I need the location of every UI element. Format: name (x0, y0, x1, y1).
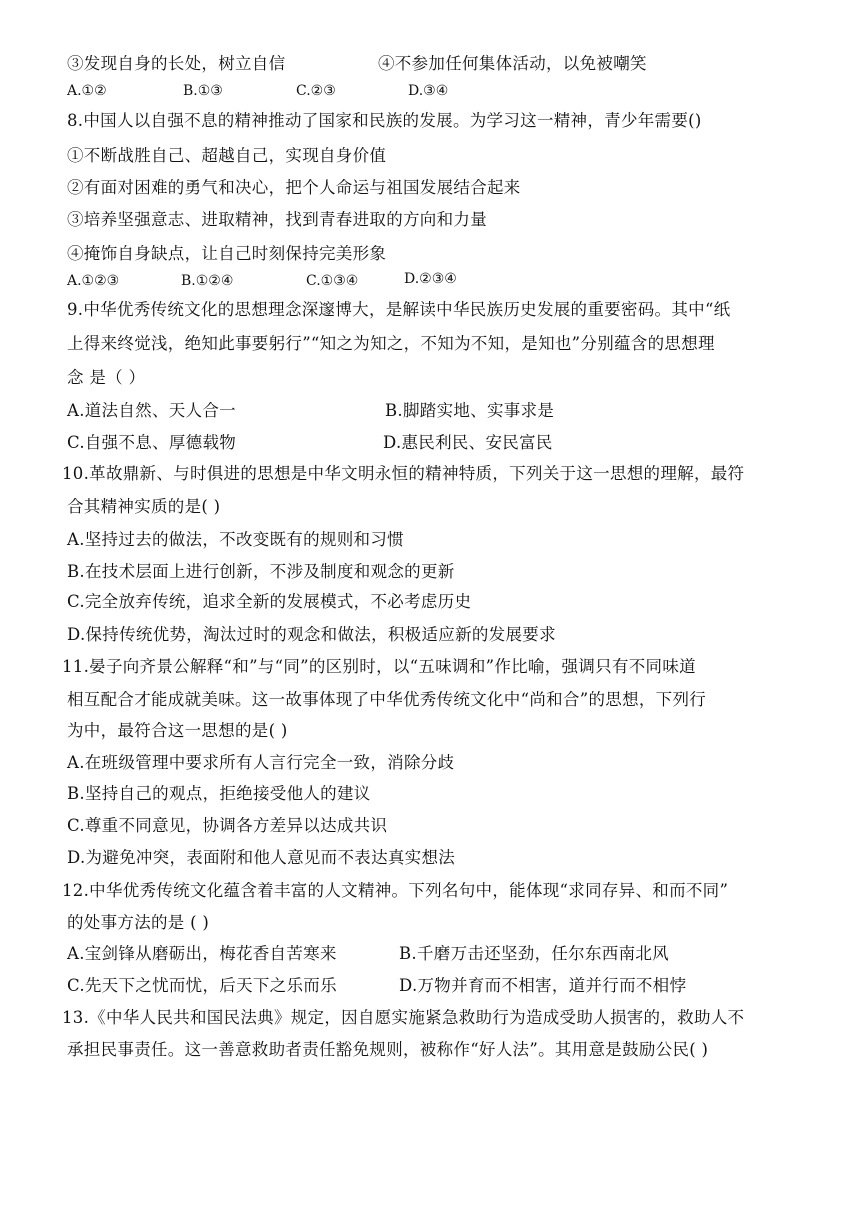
q11-option-a: A.在班级管理中要求所有人言行完全一致，消除分歧 (67, 753, 455, 772)
q13-stem-line-1: 13.《中华人民共和国民法典》规定，因自愿实施紧急救助行为造成受助人损害的，救助人不 (62, 1008, 745, 1027)
q8-item-1: ①不断战胜自己、超越自己，实现自身价值 (67, 146, 387, 165)
q12-stem-line-1: 12.中华优秀传统文化蕴含着丰富的人文精神。下列名句中，能体现“求同存异、和而不同” (62, 881, 729, 900)
q13-stem-line-2: 承担民事责任。这一善意救助者责任豁免规则，被称作“好人法”。其用意是鼓励公民( ) (67, 1040, 709, 1059)
q7-item-3: ③发现自身的长处，树立自信 (67, 54, 286, 73)
q8-item-4: ④掩饰自身缺点，让自己时刻保持完美形象 (67, 244, 387, 263)
q10-stem-line-2: 合其精神实质的是( ) (67, 497, 221, 516)
q8-option-c: C.①③④ (306, 273, 359, 289)
q10-option-c: C.完全放弃传统，追求全新的发展模式，不必考虑历史 (67, 592, 472, 611)
q11-stem-line-3: 为中，最符合这一思想的是( ) (67, 721, 288, 740)
q7-item-4: ④不参加任何集体活动，以免被嘲笑 (378, 54, 647, 73)
q11-stem-line-2: 相互配合才能成就美味。这一故事体现了中华优秀传统文化中“尚和合”的思想，下列行 (67, 690, 707, 709)
q9-option-a: A.道法自然、天人合一 (67, 401, 236, 420)
q9-option-b: B.脚踏实地、实事求是 (385, 401, 555, 420)
q7-option-a: A.①② (67, 83, 107, 99)
q12-stem-line-2: 的处事方法的是 ( ) (67, 913, 210, 932)
q8-item-2: ②有面对困难的勇气和决心，把个人命运与祖国发展结合起来 (67, 178, 521, 197)
q9-option-d: D.惠民利民、安民富民 (383, 433, 553, 452)
q7-option-b: B.①③ (183, 83, 223, 99)
q8-option-a: A.①②③ (67, 273, 120, 289)
q12-option-b: B.千磨万击还坚劲，任尔东西南北风 (399, 944, 669, 963)
q8-option-b: B.①②④ (181, 273, 234, 289)
q11-stem-line-1: 11.晏子向齐景公解释“和”与“同”的区别时，以“五味调和”作比喻，强调只有不同味道 (62, 657, 696, 676)
q10-option-b: B.在技术层面上进行创新，不涉及制度和观念的更新 (67, 562, 455, 581)
q9-option-c: C.自强不息、厚德载物 (67, 433, 237, 452)
q7-option-d: D.③④ (408, 83, 449, 99)
q8-option-d: D.②③④ (404, 271, 457, 287)
q8-stem: 8.中国人以自强不息的精神推动了国家和民族的发展。为学习这一精神，青少年需要() (67, 111, 702, 130)
q12-option-d: D.万物并育而不相害，道并行而不相悖 (399, 976, 687, 995)
q10-option-a: A.坚持过去的做法，不改变既有的规则和习惯 (67, 530, 404, 549)
q11-option-c: C.尊重不同意见，协调各方差异以达成共识 (67, 816, 388, 835)
q9-stem-line-1: 9.中华优秀传统文化的思想理念深邃博大，是解读中华民族历史发展的重要密码。其中“纸 (67, 300, 731, 319)
q10-option-d: D.保持传统优势，淘汰过时的观念和做法，积极适应新的发展要求 (67, 625, 556, 644)
q7-option-c: C.②③ (296, 83, 336, 99)
q11-option-d: D.为避免冲突，表面附和他人意见而不表达真实想法 (67, 848, 456, 867)
q8-item-3: ③培养坚强意志、进取精神，找到青春进取的方向和力量 (67, 210, 487, 229)
q10-stem-line-1: 10.革故鼎新、与时俱进的思想是中华文明永恒的精神特质，下列关于这一思想的理解，最符 (62, 464, 745, 483)
q9-stem-line-3: 念 是（ ） (67, 368, 146, 387)
q12-option-c: C.先天下之忧而忧，后天下之乐而乐 (67, 976, 337, 995)
q11-option-b: B.坚持自己的观点，拒绝接受他人的建议 (67, 784, 371, 803)
q9-stem-line-2: 上得来终觉浅，绝知此事要躬行”“知之为知之，不知为不知，是知也”分别蕴含的思想理 (67, 334, 715, 353)
q12-option-a: A.宝剑锋从磨砺出，梅花香自苦寒来 (67, 944, 337, 963)
